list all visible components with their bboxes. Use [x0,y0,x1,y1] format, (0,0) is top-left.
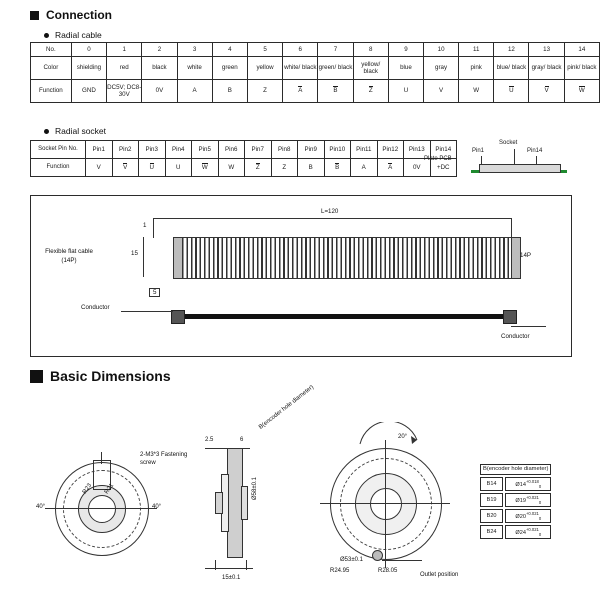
ffc-diagram-panel [30,195,572,357]
cell: white [177,57,212,80]
cell: 6 [283,43,318,57]
cell: 3 [177,43,212,57]
table-row [31,159,457,177]
cell: $Ø19^{+0.021}_0$ [505,493,551,507]
left-view-bore-circle [88,495,116,523]
cell: 10 [424,43,459,57]
center-line-v [385,440,386,568]
bullet-icon [44,33,49,38]
side-dim-b-label: 6 [240,437,244,443]
cell: 1 [107,43,142,57]
ffc-width-label: 15 [131,250,138,257]
cell: Pin4 [165,141,192,159]
cell: W [459,80,494,103]
cell: B19 [480,493,503,507]
radial-socket-table [30,140,457,177]
cell: Pin5 [192,141,219,159]
cell: U [165,159,192,177]
r28-label: R28.05 [378,568,398,574]
cell: Pin11 [351,141,378,159]
dia-53-label: Ø53±0.1 [340,557,363,563]
cell: $Ø14^{+0.018}_0$ [505,477,551,491]
cell: green [212,57,247,80]
socket-sketch [424,140,574,182]
leader-line [382,560,422,561]
ffc-tail-cap-left [171,310,185,324]
cell: yellow/ black [353,57,388,80]
row-header: No. [31,43,72,57]
section-title-text: Basic Dimensions [50,368,171,384]
ffc-pitch-label: 1 [143,222,147,229]
center-line-v [101,452,102,464]
table-row [31,141,457,159]
ffc-end-left [173,237,183,279]
dim-tick [215,560,216,570]
leader-line [514,149,515,164]
row-header: Function [31,80,72,103]
table-row [480,464,551,475]
cell: B14 [480,477,503,491]
cell: blue [388,57,423,80]
table-row [480,477,551,491]
leader-line [121,311,173,312]
ffc-tail-strip [181,314,511,319]
radius-23-label: R23 [81,482,94,496]
cell: V [424,80,459,103]
cell: pink [459,57,494,80]
cell-overline: U [509,87,514,95]
cell: 5 [247,43,282,57]
front-view-bore-circle [370,488,402,520]
cell-overline: W [201,163,208,171]
cell: 0V [404,159,431,177]
socket-sketch-pin14-label: Pin14 [527,148,543,154]
cell-overline: A [298,87,303,95]
subsection-radial-cable [44,30,102,40]
cell: red [107,57,142,80]
cell: B [212,80,247,103]
subsection-radial-socket [44,126,106,136]
subsection-label: Radial cable [55,30,102,40]
cell: A [177,80,212,103]
cell: 8 [353,43,388,57]
table-row [480,509,551,523]
socket-sketch-plate-label: Plate PCB [424,156,452,162]
cell: green/ black [318,57,353,80]
cell: shielding [71,57,106,80]
dim-tick [246,560,247,570]
dim-line [205,448,250,449]
cell: blue/ black [494,57,529,80]
cell: Pin10 [324,141,351,159]
center-line-h [45,508,157,509]
ffc-conductor-body [181,237,513,279]
cell-overline: Z [368,87,373,95]
cell: yellow [247,57,282,80]
r24-label: R24.95 [330,568,350,574]
cell-overline: V [123,163,128,171]
socket-body-shape [479,164,561,173]
fastening-screw-note: 2-M3*3 Fastening screw [140,452,188,466]
dim-tick [153,218,154,238]
socket-sketch-socket-label: Socket [499,140,518,146]
leader-line [536,156,537,165]
angle-left-label: 40° [36,504,46,510]
cell: 9 [388,43,423,57]
side-overall-label: 15±0.1 [222,575,241,581]
ffc-tail-label: 5 [149,288,160,297]
cell: 0 [71,43,106,57]
side-view-cable-exit [215,492,223,514]
rotation-arrow-icon [355,422,425,450]
section-title-connection [30,8,112,22]
cell: B20 [480,509,503,523]
cell: Pin3 [139,141,166,159]
side-dim-a-label: 2.5 [205,437,214,443]
cell-overline: Z [255,163,260,171]
cell: +DC [430,159,457,177]
table-header: B(encoder hole diameter) [480,464,551,475]
radial-cable-table [30,42,600,103]
encoder-hole-diameter-table [478,462,553,541]
cell: A [351,159,378,177]
cell: B24 [480,525,503,539]
angle-right-label: 40° [152,504,162,510]
cell: DC5V; DC8-30V [107,80,142,103]
row-header: Color [31,57,72,80]
cell-overline: B [335,163,340,171]
cell-overline: W [578,87,585,95]
cell: Pin8 [271,141,298,159]
table-row [31,43,600,57]
cell: $Ø20^{+0.021}_0$ [505,509,551,523]
socket-sketch-pin1-label: Pin1 [472,148,485,154]
section-title-text: Connection [46,8,112,22]
cell: 13 [529,43,564,57]
dim-line [143,237,144,277]
side-view-shaft [241,486,248,520]
bore-note-label: B(encoder hole diameter) [258,384,316,431]
ffc-end-label: 14P [520,252,532,259]
leader-line [481,156,482,165]
cell: 4 [212,43,247,57]
cell: Z [271,159,298,177]
section-marker-icon [30,11,39,20]
cell: Pin14 [430,141,457,159]
cell: gray/ black [529,57,564,80]
cell: 2 [142,43,177,57]
dim-line [153,218,511,219]
section-title-basic-dimensions [30,368,171,384]
cell: Pin12 [377,141,404,159]
cell-overline: V [544,87,549,95]
cell: Pin1 [86,141,113,159]
cell: Pin13 [404,141,431,159]
cell: U [388,80,423,103]
cell: B [298,159,325,177]
section-marker-icon [30,370,43,383]
table-row [31,57,600,80]
side-outer-dia-label: Ø58±0.1 [252,477,258,500]
ffc-tail-cap-right [503,310,517,324]
conductor-label-left: Conductor [81,304,110,311]
bullet-icon [44,129,49,134]
cell: black [142,57,177,80]
cell-overline: B [333,87,338,95]
cell: Z [247,80,282,103]
cell: W [218,159,245,177]
table-row [31,80,600,103]
cell: Pin7 [245,141,272,159]
cell: V [86,159,113,177]
row-header: Function [31,159,86,177]
cell: pink/ black [564,57,599,80]
cell: 7 [318,43,353,57]
center-line-h [320,503,450,504]
cell: 11 [459,43,494,57]
cell: white/ black [283,57,318,80]
front-angle-label: 20° [398,434,408,440]
cell: 0V [142,80,177,103]
cell-overline: U [149,163,154,171]
subsection-label: Radial socket [55,126,107,136]
leader-line [511,326,546,327]
cell: Pin2 [112,141,139,159]
cell: 14 [564,43,599,57]
table-row [480,525,551,539]
cell-overline: A [388,163,393,171]
ffc-cable-label: Flexible flat cable (14P) [45,248,93,264]
cell: Pin9 [298,141,325,159]
row-header: Socket Pin No. [31,141,86,159]
ffc-length-label: L=120 [321,208,339,215]
cell: gray [424,57,459,80]
table-row [480,493,551,507]
cell: $Ø24^{+0.021}_0$ [505,525,551,539]
radius-21-label: R21 [103,482,116,496]
cell: GND [71,80,106,103]
conductor-label-right: Conductor [501,333,530,340]
outlet-position-label: Outlet position [420,572,459,578]
dim-tick [511,218,512,238]
cell: 12 [494,43,529,57]
cell: Pin6 [218,141,245,159]
